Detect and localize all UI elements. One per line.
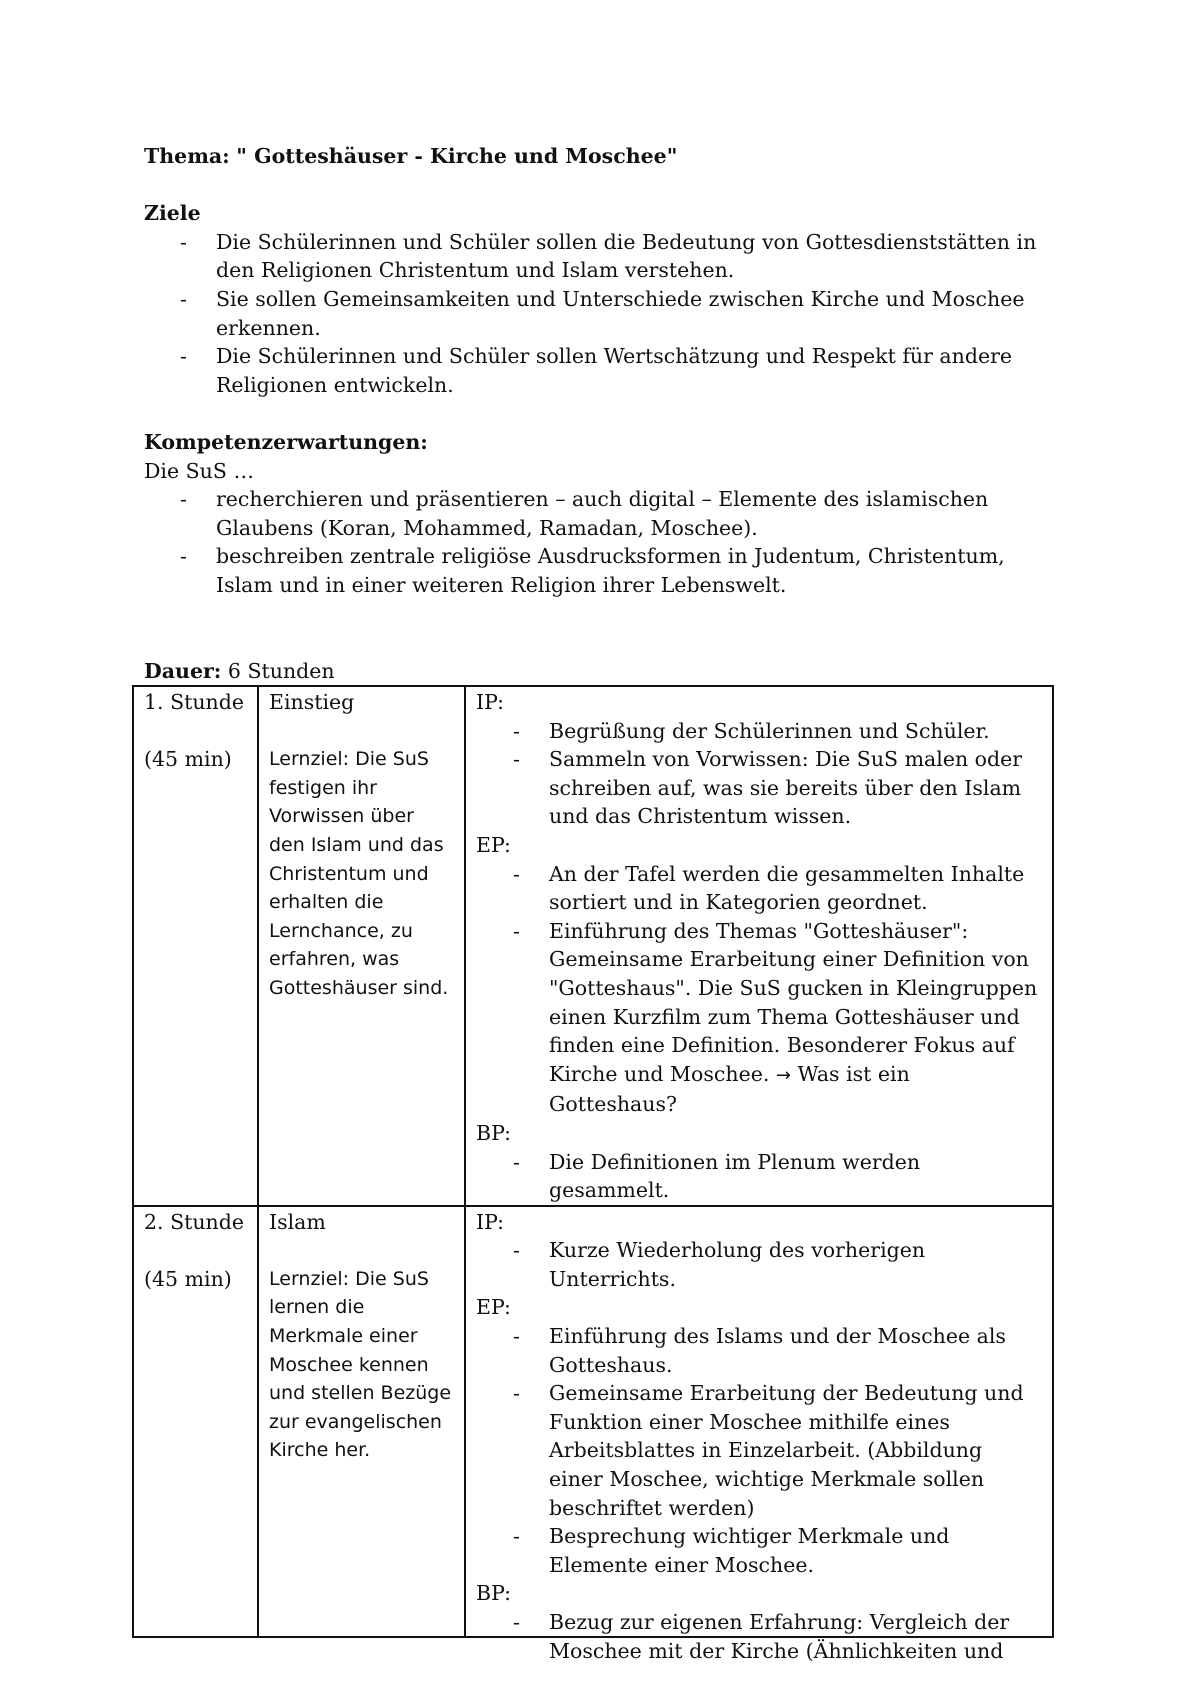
list-item: - Bezug zur eigenen Erfahrung: Vergleich der Moschee mit der Kirche (Ähnlichkeiten und [549,1608,1042,1665]
page-title [144,142,1064,171]
lesson-plan-table [132,685,1054,1663]
bp-list [476,1608,1042,1665]
ep-item-text: Einführung des Themas "Gotteshäuser": Gemeinsame Erarbeitung einer Definition von "Gotteshaus". Die SuS gucken in Kleingruppen einen Kurzfilm zum Thema Gotteshäuser und finden eine Definition. Besonderer Fokus auf Kirche und Moschee. [549,918,1038,1086]
ziele-list [144,228,1064,400]
bp-label: BP: [476,1581,512,1606]
phases-cell [465,686,1053,1206]
phases-cell [465,1206,1053,1663]
list-item: - Sie sollen Gemeinsamkeiten und Unterschiede zwischen Kirche und Moschee erkennen. [216,285,1064,342]
ep-arrow-text: Was ist ein Gotteshaus? [549,1061,910,1117]
ep-label: EP: [476,1295,511,1320]
topic-cell [258,686,465,1206]
ip-label: IP: [476,690,505,714]
dauer-line [144,657,1064,686]
list-item: - Besprechung wichtiger Merkmale und Elemente einer Moschee. [549,1522,1042,1579]
kompetenz-section [144,428,1064,600]
kompetenz-intro: Die SuS … [144,458,254,483]
bp-label: BP: [476,1120,512,1145]
list-item [549,917,1042,1119]
list-item: - Die Definitionen im Plenum werden gesammelt. [549,1148,1042,1205]
list-item: - Einführung des Islams und der Moschee als Gotteshaus. [549,1322,1042,1379]
title-text: " Gotteshäuser - Kirche und Moschee" [236,144,678,168]
arrow-right-icon: → [775,1064,791,1086]
ziele-heading: Ziele [144,201,201,226]
title-label: Thema: [144,144,230,168]
ip-label: IP: [476,1209,505,1234]
list-item: - Begrüßung der Schülerinnen und Schüler. [549,717,1042,746]
stunde-cell [133,1206,258,1637]
lernziel-text: Lernziel: Die SuS lernen die Merkmale einer Moschee kennen und stellen Bezüge zur evangelischen Kirche her. [269,1267,452,1462]
stunde-minutes: (45 min) [144,747,232,772]
ep-label: EP: [476,832,511,857]
list-item: - beschreiben zentrale religiöse Ausdrucksformen in Judentum, Christentum, Islam und in einer weiteren Religion ihrer Lebenswelt. [216,542,1064,599]
list-item: - Kurze Wiederholung des vorherigen Unterrichts. [549,1236,1042,1293]
document-page [144,142,1064,685]
list-item: - Die Schülerinnen und Schüler sollen die Bedeutung von Gottesdienststätten in den Religionen Christentum und Islam verstehen. [216,228,1064,285]
ep-list [476,860,1042,1119]
list-item: - Die Schülerinnen und Schüler sollen Wertschätzung und Respekt für andere Religionen entwickeln. [216,342,1064,399]
ziele-section [144,199,1064,399]
table-row [133,1206,1053,1637]
list-item: - recherchieren und präsentieren – auch digital – Elemente des islamischen Glaubens (Koran, Mohammed, Ramadan, Moschee). [216,485,1064,542]
ip-list [476,1236,1042,1293]
list-item: - Sammeln von Vorwissen: Die SuS malen oder schreiben auf, was sie bereits über den Islam und das Christentum wissen. [549,745,1042,831]
list-item: - An der Tafel werden die gesammelten Inhalte sortiert und in Kategorien geordnet. [549,860,1042,917]
topic-label: Einstieg [269,690,355,714]
stunde-label: 2. Stunde [144,1209,245,1234]
ep-list [476,1322,1042,1579]
ip-list [476,717,1042,831]
topic-label: Islam [269,1209,326,1234]
list-item: - Gemeinsame Erarbeitung der Bedeutung und Funktion einer Moschee mithilfe eines Arbeitsblattes in Einzelarbeit. (Abbildung einer Moschee, wichtige Merkmale sollen beschriftet werden) [549,1379,1042,1522]
lernziel-text: Lernziel: Die SuS festigen ihr Vorwissen über den Islam und das Christentum und erhalten die Lernchance, zu erfahren, was Gotteshäuser sind. [269,748,449,999]
dauer-label: Dauer: [144,658,222,683]
stunde-cell [133,686,258,1206]
stunde-minutes: (45 min) [144,1266,232,1291]
dauer-value: 6 Stunden [227,658,335,683]
kompetenz-heading: Kompetenzerwartungen: [144,429,428,454]
kompetenz-list [144,485,1064,599]
bp-list [476,1148,1042,1205]
topic-cell [258,1206,465,1637]
stunde-label: 1. Stunde [144,690,245,714]
table-row [133,686,1053,1206]
